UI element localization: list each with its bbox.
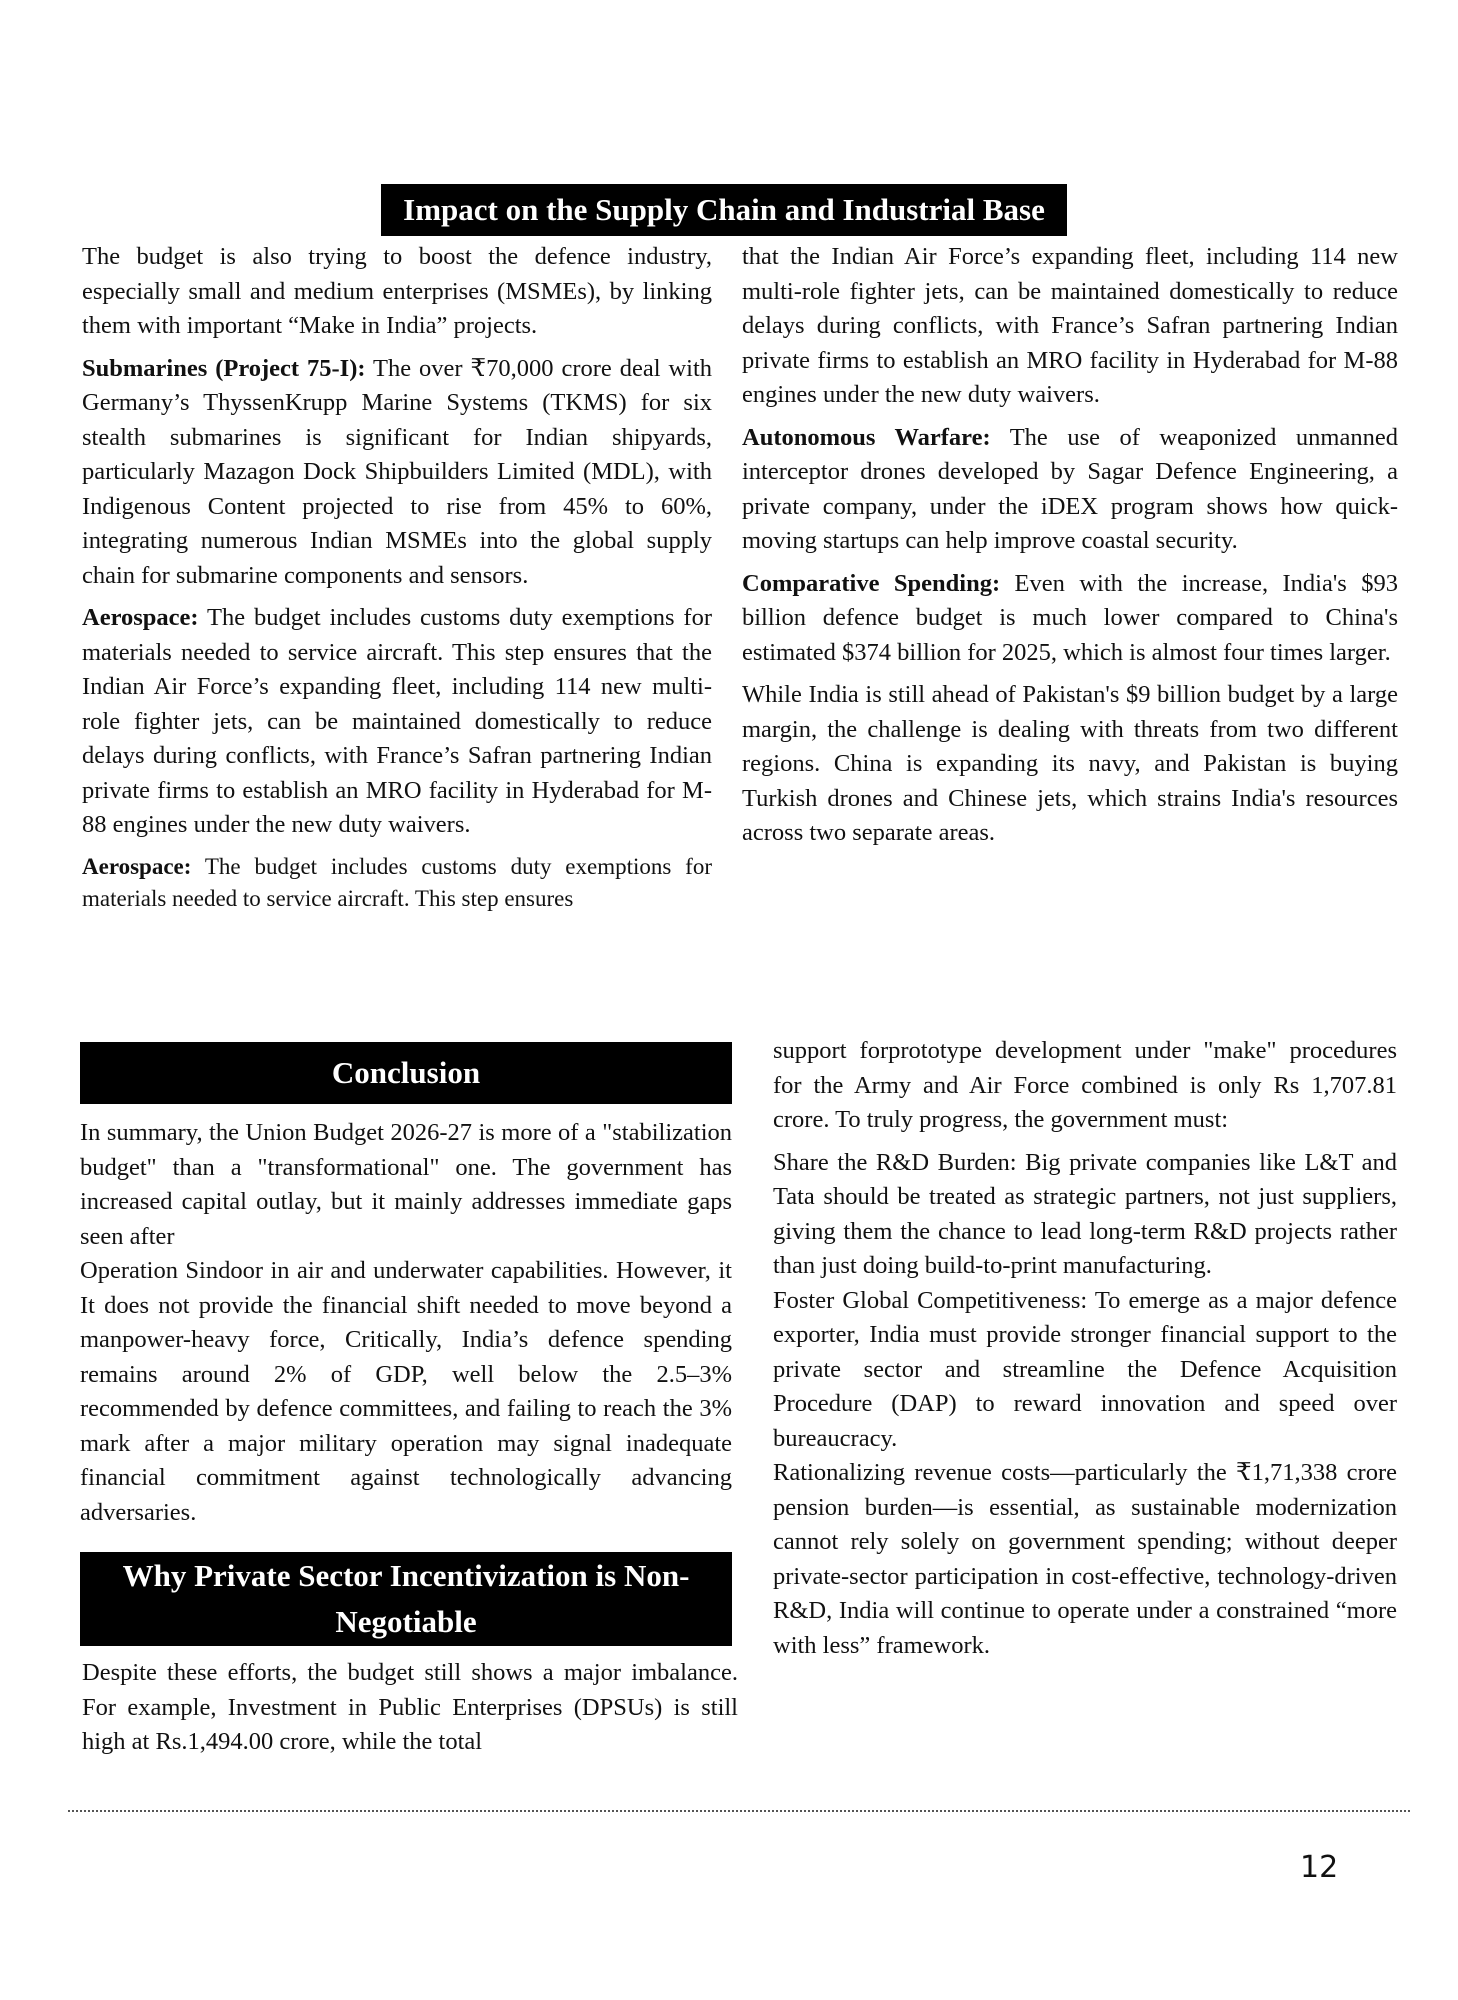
supply-chain-right-column (742, 240, 1398, 859)
section-heading-conclusion: Conclusion (80, 1042, 732, 1104)
aerospace-repeat-label: Aerospace: (82, 853, 192, 879)
section-heading-private-sector: Why Private Sector Incentivization is Non-Negotiable (80, 1552, 732, 1646)
aerospace-repeat-text: The budget includes customs duty exemptions for materials needed to service aircraft. This step ensures (82, 853, 712, 911)
submarines-label: Submarines (Project 75-I): (82, 354, 366, 382)
recommendations-column (773, 1034, 1397, 1671)
conclusion-column (80, 1116, 732, 1538)
private-sector-column (82, 1656, 738, 1768)
comparative-spending-text: Even with the increase, India's $93 billion defence budget is much lower compared to China's estimated $374 billion for 2025, which is almost four times larger. (742, 569, 1398, 666)
supply-chain-left-column (82, 240, 712, 923)
submarines-paragraph (82, 352, 712, 594)
aerospace-paragraph (82, 601, 712, 843)
submarines-text: The over ₹70,000 crore deal with Germany’s ThyssenKrupp Marine Systems (TKMS) for six stealth submarines is significant for Indian shipyards, particularly Mazagon Dock Shipbuilders Limited (MDL), with Indigenous Content projected to rise from 45% to 60%, integrating numerous Indian MSMEs into the global supply chain for submarine components and sensors. (82, 354, 713, 589)
revenue-costs-paragraph: Rationalizing revenue costs—particularly the ₹1,71,338 crore pension burden—is essential, as sustainable modernization cannot rely solely on government spending; without deeper private-sector participation in cost-effective, technology-driven R&D, India will continue to operate under a constrained “more with less” framework. (773, 1459, 1397, 1659)
intro-paragraph: The budget is also trying to boost the defence industry, especially small and medium enterprises (MSMEs), by linking them with important “Make in India” projects. (82, 243, 712, 339)
footer-dotted-divider (68, 1810, 1410, 1812)
fleet-continuation-paragraph: that the Indian Air Force’s expanding fleet, including 114 new multi-role fighter jets, can be maintained domestically to reduce delays during conflicts, with France’s Safran partnering Indian private firms to establish an MRO facility in Hyderabad for M-88 engines under the new duty waivers. (742, 243, 1398, 408)
aerospace-repeat-paragraph (82, 851, 712, 915)
comparative-spending-label: Comparative Spending: (742, 569, 1001, 597)
global-competitiveness-paragraph: Foster Global Competitiveness: To emerge as a major defence exporter, India must provide stronger financial support to the private sector and streamline the Defence Acquisition Procedure (DAP) to reward innovation and speed over bureaucracy. (773, 1286, 1397, 1452)
page-number: 12 (1300, 1850, 1339, 1885)
pakistan-paragraph: While India is still ahead of Pakistan's $9 billion budget by a large margin, the challenge is dealing with threats from two different regions. China is expanding its navy, and Pakistan is buying Turkish drones and Chinese jets, which strains India's resources across two separate areas. (742, 681, 1398, 846)
rnd-burden-paragraph: Share the R&D Burden: Big private companies like L&T and Tata should be treated as strategic partners, not just suppliers, giving them the chance to lead long-term R&D projects rather than just doing build-to-print manufacturing. (773, 1148, 1397, 1279)
private-sector-paragraph: Despite these efforts, the budget still shows a major imbalance. For example, Investment in Public Enterprises (DPSUs) is still high at Rs.1,494.00 crore, while the total (82, 1659, 738, 1755)
aerospace-text: The budget includes customs duty exemptions for materials needed to service aircraft. This step ensures that the Indian Air Force’s expanding fleet, including 114 new multi-role fighter jets, can be maintained domestically to reduce delays during conflicts, with France’s Safran partnering Indian private firms to establish an MRO facility in Hyderabad for M-88 engines under the new duty waivers. (82, 604, 712, 838)
conclusion-paragraph-1: In summary, the Union Budget 2026-27 is more of a "stabilization budget" than a "transformational" one. The government has increased capital outlay, but it mainly addresses immediate gaps seen after (80, 1119, 732, 1250)
conclusion-paragraph-2: Operation Sindoor in air and underwater capabilities. However, it It does not provide the financial shift needed to move beyond a manpower-heavy force, Critically, India’s defence spending remains around 2% of GDP, well below the 2.5–3% recommended by defence committees, and failing to reach the 3% mark after a major military operation may signal inadequate financial commitment against technologically advancing adversaries. (80, 1257, 732, 1526)
autonomous-warfare-label: Autonomous Warfare: (742, 423, 991, 451)
prototype-paragraph: support forprototype development under "make" procedures for the Army and Air Force combined is only Rs 1,707.81 crore. To truly progress, the government must: (773, 1037, 1397, 1133)
autonomous-warfare-paragraph (742, 421, 1398, 559)
autonomous-warfare-text: The use of weaponized unmanned interceptor drones developed by Sagar Defence Engineering, a private company, under the iDEX program shows how quick-moving startups can help improve coastal security. (742, 423, 1398, 554)
section-heading-supply-chain: Impact on the Supply Chain and Industrial Base (381, 184, 1067, 236)
aerospace-label: Aerospace: (82, 604, 199, 631)
comparative-spending-paragraph (742, 567, 1398, 671)
